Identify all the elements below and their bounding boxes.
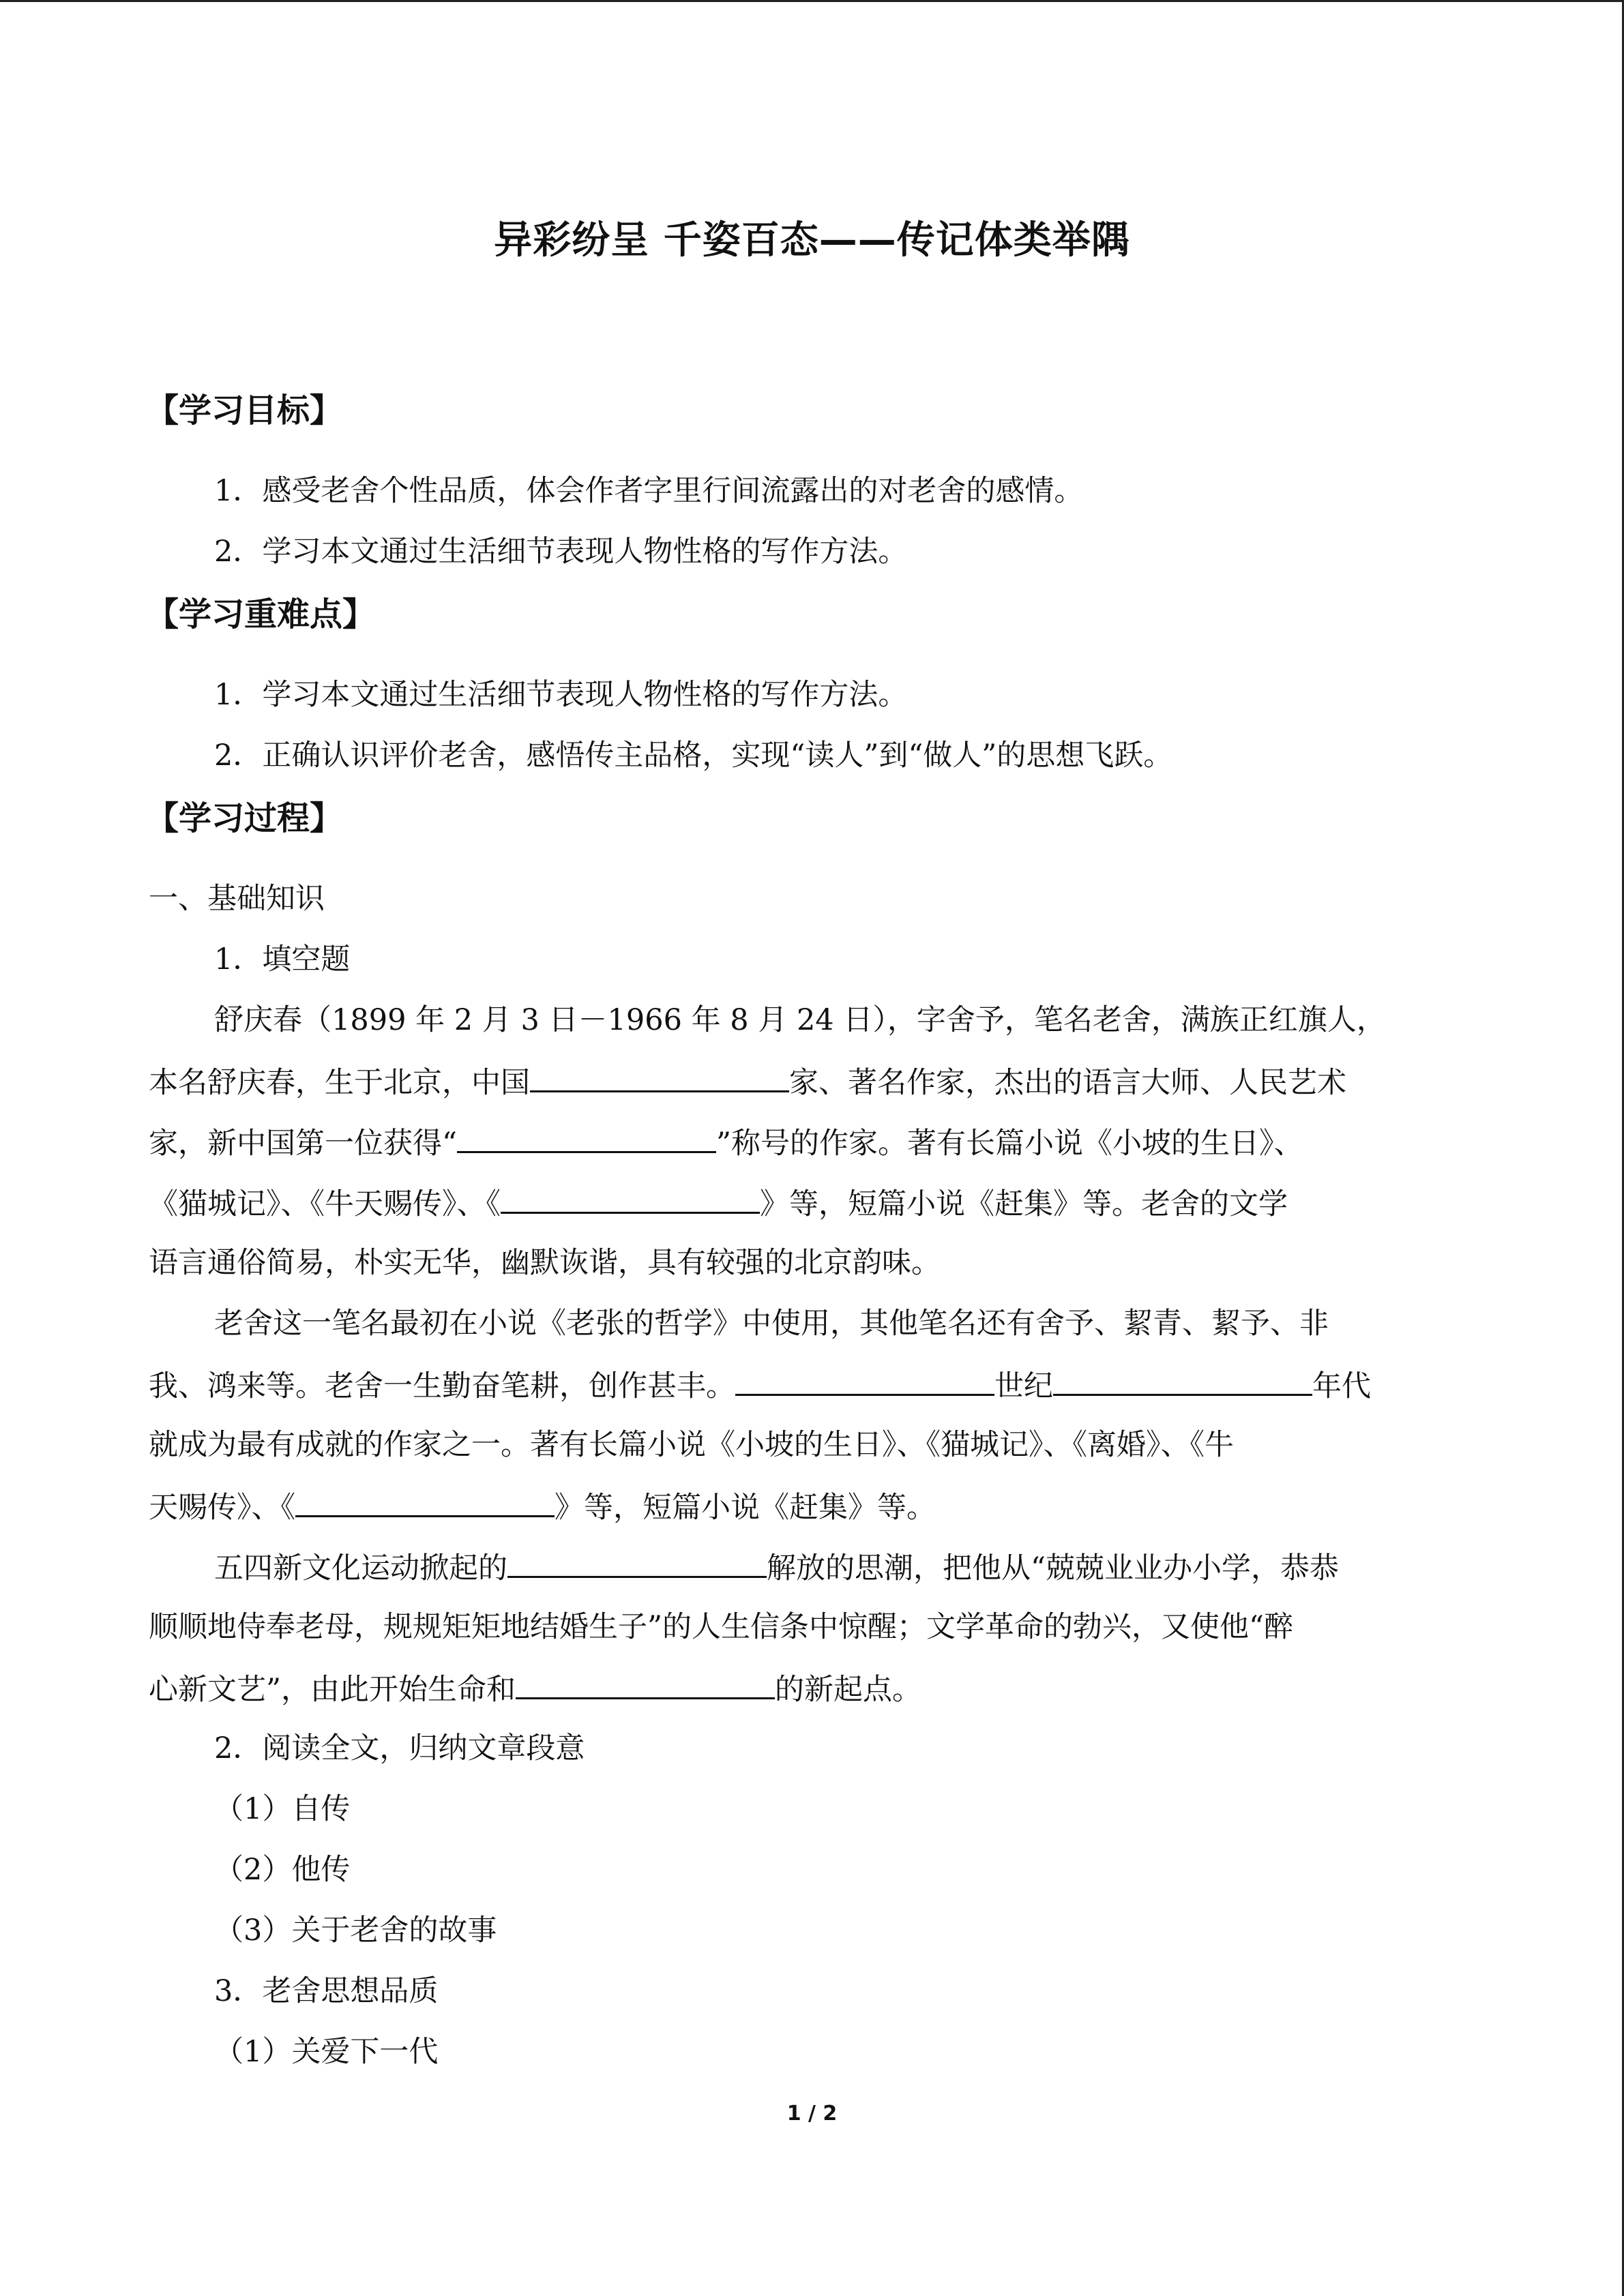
text-segment: 家，新中国第一位获得“ <box>149 1127 457 1161</box>
blank-field[interactable] <box>295 1476 555 1517</box>
paragraph-line <box>149 1658 1458 1720</box>
page-title: 异彩纷呈 千姿百态——传记体类举隅 <box>494 218 1130 263</box>
paragraph-line <box>149 1112 1458 1174</box>
text-segment: 解放的思潮，把他从“兢兢业业办小学，恭恭 <box>767 1551 1339 1585</box>
text-segment: 家、著名作家，杰出的语言大师、人民艺术 <box>789 1066 1346 1100</box>
paragraph-line <box>149 1354 1458 1416</box>
key-point-item: 1．学习本文通过生活细节表现人物性格的写作方法。 <box>214 678 908 712</box>
page-number: 1 / 2 <box>786 2102 838 2126</box>
blank-field[interactable] <box>457 1112 716 1153</box>
key-point-item: 2．正确认识评价老舍，感悟传主品格，实现“读人”到“做人”的思想飞跃。 <box>214 739 1173 773</box>
text-segment: 五四新文化运动掀起的 <box>214 1551 507 1585</box>
text-segment: 世纪 <box>994 1369 1053 1403</box>
list-item: （1）自传 <box>214 1792 351 1826</box>
question-summary: 2．阅读全文，归纳文章段意 <box>214 1731 585 1765</box>
blank-field[interactable] <box>516 1658 775 1699</box>
section-heading-key-points: 【学习重难点】 <box>146 595 376 633</box>
section-heading-process: 【学习过程】 <box>146 799 343 837</box>
blank-field[interactable] <box>501 1172 760 1214</box>
paragraph-line <box>149 1172 1458 1234</box>
paragraph-line: 就成为最有成就的作家之一。著有长篇小说《小坡的生日》、《猫城记》、《离婚》、《牛 <box>149 1428 1234 1462</box>
text-segment: 本名舒庆春，生于北京，中国 <box>149 1066 530 1100</box>
paragraph-line: 舒庆春（1899 年 2 月 3 日－1966 年 8 月 24 日），字舍予，笔名老舍，满族正红旗人， <box>214 1003 1386 1037</box>
blank-field[interactable] <box>1053 1354 1312 1396</box>
blank-field[interactable] <box>507 1536 767 1578</box>
text-segment: 《猫城记》、《牛天赐传》、《 <box>149 1187 501 1221</box>
paragraph-line <box>149 1476 1458 1538</box>
list-item: （2）他传 <box>214 1853 351 1887</box>
page-border-top <box>0 0 1624 2</box>
text-segment: 》等，短篇小说《赶集》等。老舍的文学 <box>760 1187 1288 1221</box>
paragraph-line <box>214 1536 1524 1598</box>
paragraph-line: 顺顺地侍奉老母，规规矩矩地结婚生子”的人生信条中惊醒；文学革命的勃兴，又使他“醉 <box>149 1610 1293 1644</box>
text-segment: 年代 <box>1312 1369 1371 1403</box>
text-segment: 的新起点。 <box>774 1673 921 1707</box>
paragraph-line: 老舍这一笔名最初在小说《老张的哲学》中使用，其他笔名还有舍予、絜青、絜予、非 <box>214 1307 1329 1341</box>
text-segment: 天赐传》、《 <box>149 1491 295 1525</box>
list-item: （3）关于老舍的故事 <box>214 1913 497 1948</box>
section-heading-objectives: 【学习目标】 <box>146 391 343 430</box>
paragraph-line <box>149 1051 1458 1113</box>
text-segment: 》等，短篇小说《赶集》等。 <box>555 1491 936 1525</box>
blank-field[interactable] <box>530 1051 789 1092</box>
objective-item: 2．学习本文通过生活细节表现人物性格的写作方法。 <box>214 535 908 569</box>
text-segment: ”称号的作家。著有长篇小说《小坡的生日》、 <box>715 1127 1303 1161</box>
blank-field[interactable] <box>735 1354 994 1396</box>
paragraph-line: 语言通俗简易，朴实无华，幽默诙谐，具有较强的北京韵味。 <box>149 1246 941 1280</box>
objective-item: 1．感受老舍个性品质，体会作者字里行间流露出的对老舍的感情。 <box>214 474 1084 508</box>
question-fill-blank: 1．填空题 <box>214 942 351 976</box>
text-segment: 心新文艺”，由此开始生命和 <box>149 1673 516 1707</box>
text-segment: 我、鸿来等。老舍一生勤奋笔耕，创作甚丰。 <box>149 1369 735 1403</box>
list-item: （1）关爱下一代 <box>214 2035 439 2069</box>
question-qualities: 3．老舍思想品质 <box>214 1974 439 2008</box>
part-heading-basics: 一、基础知识 <box>149 882 325 916</box>
